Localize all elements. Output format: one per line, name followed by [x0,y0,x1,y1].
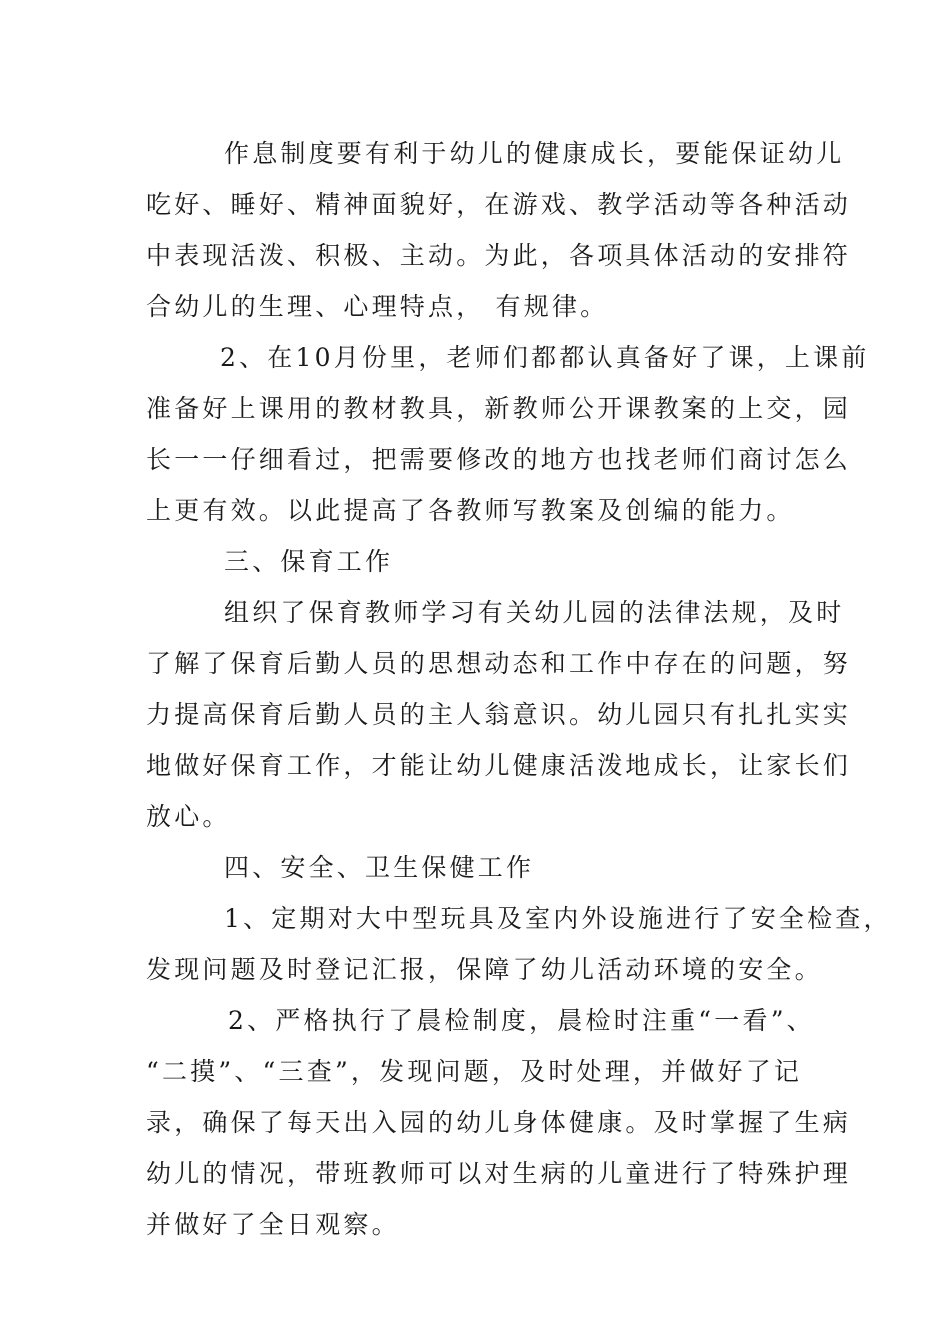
text-line: 力提高保育后勤人员的主人翁意识。幼儿园只有扎扎实实 [146,700,852,729]
text-line: 吃好、睡好、精神面貌好，在游戏、教学活动等各种活动 [146,190,852,219]
section-heading: 四、安全、卫生保健工作 [224,853,535,882]
text-line: 组织了保育教师学习有关幼儿园的法律法规，及时 [224,598,845,627]
text-line: 准备好上课用的教材教具，新教师公开课教案的上交，园 [146,394,852,423]
text-line: 放心。 [146,802,231,831]
text-line: 录，确保了每天出入园的幼儿身体健康。及时掌握了生病 [146,1108,852,1137]
text-line: 了解了保育后勤人员的思想动态和工作中存在的问题，努 [146,649,852,678]
paragraph-morning-check [146,995,852,1250]
text-line: 中表现活泼、积极、主动。为此，各项具体活动的安排符 [146,241,852,270]
text-line: 地做好保育工作，才能让幼儿健康活泼地成长，让家长们 [146,751,852,780]
section-heading-safety-health [146,842,826,893]
text-line: 2、严格执行了晨检制度，晨检时注重“一看”、 [228,1006,815,1035]
text-line: 幼儿的情况，带班教师可以对生病的儿童进行了特殊护理 [146,1159,852,1188]
text-line: 2、在10月份里，老师们都都认真备好了课，上课前 [220,343,870,372]
paragraph-safety-checks [146,893,892,995]
section-heading: 三、保育工作 [224,547,394,576]
paragraph-care-staff [146,587,852,842]
section-heading-care-work [146,536,826,587]
document-body [146,128,892,1250]
text-line: 合幼儿的生理、心理特点， 有规律。 [146,292,609,321]
paragraph-schedule [146,128,852,332]
text-line: 上更有效。以此提高了各教师写教案及创编的能力。 [146,496,795,525]
text-line: 1、定期对大中型玩具及室内外设施进行了安全检查， [224,904,892,933]
text-line: 长一一仔细看过，把需要修改的地方也找老师们商讨怎么 [146,445,852,474]
text-line: 并做好了全日观察。 [146,1210,400,1239]
paragraph-lesson-prep [146,332,870,536]
text-line: 作息制度要有利于幼儿的健康成长，要能保证幼儿 [224,139,845,168]
text-line: “二摸”、“三查”，发现问题，及时处理，并做好了记 [146,1057,803,1086]
text-line: 发现问题及时登记汇报，保障了幼儿活动环境的安全。 [146,955,823,984]
